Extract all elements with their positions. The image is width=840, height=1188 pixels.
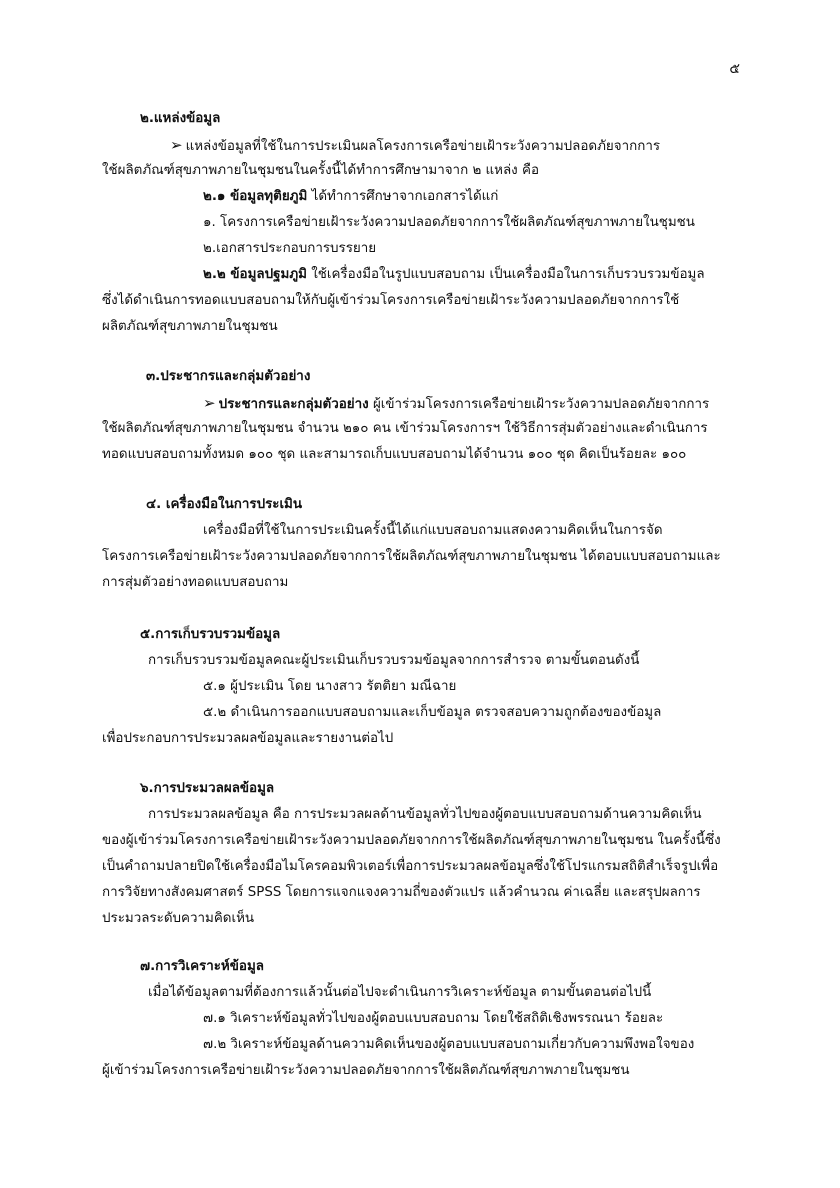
section-6-heading: ๖.การประมวลผลข้อมูล [140, 781, 275, 796]
section-2-2-line-2: ซึ่งได้ดำเนินการทอดแบบสอบถามให้กับผู้เข้าร่วมโครงการเครือข่ายเฝ้าระวังความปลอดภัยจากการใช้ [102, 293, 680, 308]
section-2-2-line-1 [203, 262, 705, 288]
section-4-heading: ๔. เครื่องมือในการประเมิน [146, 497, 303, 512]
section-6-line-5: ประมวลระดับความคิดเห็น [102, 911, 255, 926]
section-2-1-item-1: ๑. โครงการเครือข่ายเฝ้าระวังความปลอดภัยจากการใช้ผลิตภัณฑ์สุขภาพภายในชุมชน [203, 215, 695, 230]
section-3-line-2: ใช้ผลิตภัณฑ์สุขภาพภายในชุมชน จำนวน ๒๑๐ คน เข้าร่วมโครงการฯ ใช้วิธีการสุ่มตัวอย่างและดำเนินการ [102, 421, 708, 436]
section-6-line-1: การประมวลผลข้อมูล คือ การประมวลผลด้านข้อมูลทั่วไปของผู้ตอบแบบสอบถามด้านความคิดเห็น [148, 807, 702, 822]
section-7-item-2: ๗.๒ วิเคราะห์ข้อมูลด้านความคิดเห็นของผู้ตอบแบบสอบถามเกี่ยวกับความพึงพอใจของ [203, 1037, 695, 1052]
section-2-1-line [203, 184, 498, 210]
section-2-heading: ๒.แหล่งข้อมูล [140, 111, 221, 126]
section-6-line-2: ของผู้เข้าร่วมโครงการเครือข่ายเฝ้าระวังความปลอดภัยจากการใช้ผลิตภัณฑ์สุขภาพภายในชุมชน ในครั้งนี้ซึ่ง [102, 833, 721, 848]
section-2-1-text: ได้ทำการศึกษาจากเอกสารได้แก่ [307, 189, 499, 204]
section-5-heading: ๕.การเก็บรวบรวมข้อมูล [140, 627, 281, 642]
section-7-line-1: เมื่อได้ข้อมูลตามที่ต้องการแล้วนั้นต่อไปจะดำเนินการวิเคราะห์ข้อมูล ตามขั้นตอนต่อไปนี้ [148, 985, 652, 1000]
section-3-text-1: ผู้เข้าร่วมโครงการเครือข่ายเฝ้าระวังความปลอดภัยจากการ [368, 397, 710, 412]
section-5-line-end: เพื่อประกอบการประมวลผลข้อมูลและรายงานต่อไป [102, 731, 394, 746]
section-2-1-label: ๒.๑ ข้อมูลทุติยภูมิ [203, 189, 308, 204]
section-3-line-3: ทอดแบบสอบถามทั้งหมด ๑๐๐ ชุด และสามารถเก็บแบบสอบถามได้จำนวน ๑๐๐ ชุด คิดเป็นร้อยละ ๑๐๐ [102, 447, 687, 462]
section-5-item-1: ๕.๑ ผู้ประเมิน โดย นางสาว รัตติยา มณีฉาย [203, 679, 457, 694]
section-5-item-2: ๕.๒ ดำเนินการออกแบบสอบถามและเก็บข้อมูล ตรวจสอบความถูกต้องของข้อมูล [203, 705, 662, 720]
section-6-line-4: การวิจัยทางสังคมศาสตร์ SPSS โดยการแจกแจงความถี่ของตัวแปร แล้วคำนวณ ค่าเฉลี่ย และสรุปผลการ [102, 885, 701, 900]
section-2-2-text-1: ใช้เครื่องมือในรูปแบบสอบถาม เป็นเครื่องมือในการเก็บรวบรวมข้อมูล [307, 267, 705, 282]
arrow-bullet-icon: ➢ [170, 136, 183, 154]
section-3-heading: ๓.ประชากรและกลุ่มตัวอย่าง [146, 369, 311, 384]
section-2-2-line-3: ผลิตภัณฑ์สุขภาพภายในชุมชน [102, 319, 278, 334]
arrow-bullet-icon: ➢ [203, 394, 216, 412]
section-2-para-line-2: ใช้ผลิตภัณฑ์สุขภาพภายในชุมชนในครั้งนี้ได้ทำการศึกษามาจาก ๒ แหล่ง คือ [102, 163, 539, 178]
section-5-line-1: การเก็บรวบรวมข้อมูลคณะผู้ประเมินเก็บรวบรวมข้อมูลจากการสำรวจ ตามขั้นตอนดังนี้ [148, 653, 640, 668]
section-2-1-item-2: ๒.เอกสารประกอบการบรรยาย [203, 241, 377, 256]
section-7-item-1: ๗.๑ วิเคราะห์ข้อมูลทั่วไปของผู้ตอบแบบสอบถาม โดยใช้สถิติเชิงพรรณนา ร้อยละ [203, 1011, 664, 1026]
section-7-line-end: ผู้เข้าร่วมโครงการเครือข่ายเฝ้าระวังความปลอดภัยจากการใช้ผลิตภัณฑ์สุขภาพภายในชุมชน [102, 1063, 630, 1078]
section-3-line-1 [203, 390, 709, 418]
section-3-label: ประชากรและกลุ่มตัวอย่าง [218, 397, 369, 412]
section-2-2-label: ๒.๒ ข้อมูลปฐมภูมิ [203, 267, 307, 282]
section-4-line-2: โครงการเครือข่ายเฝ้าระวังความปลอดภัยจากการใช้ผลิตภัณฑ์สุขภาพภายในชุมชน ได้ตอบแบบสอบถามและ [102, 549, 721, 564]
section-7-heading: ๗.การวิเคราะห์ข้อมูล [140, 959, 264, 974]
section-4-line-1: เครื่องมือที่ใช้ในการประเมินครั้งนี้ได้แก่แบบสอบถามแสดงความคิดเห็นในการจัด [203, 523, 663, 538]
section-4-line-3: การสุ่มตัวอย่างทอดแบบสอบถาม [102, 575, 289, 590]
section-2-text-1: แหล่งข้อมูลที่ใช้ในการประเมินผลโครงการเครือข่ายเฝ้าระวังความปลอดภัยจากการ [185, 139, 661, 154]
section-6-line-3: เป็นคำถามปลายปิดใช้เครื่องมือไมโครคอมพิวเตอร์เพื่อการประมวลผลข้อมูลซึ่งใช้โปรแกรมสถิติสำเร็จรูปเพื่อ [102, 859, 719, 874]
section-2-para-line-1 [170, 132, 660, 160]
page-number: ๕ [729, 61, 740, 77]
